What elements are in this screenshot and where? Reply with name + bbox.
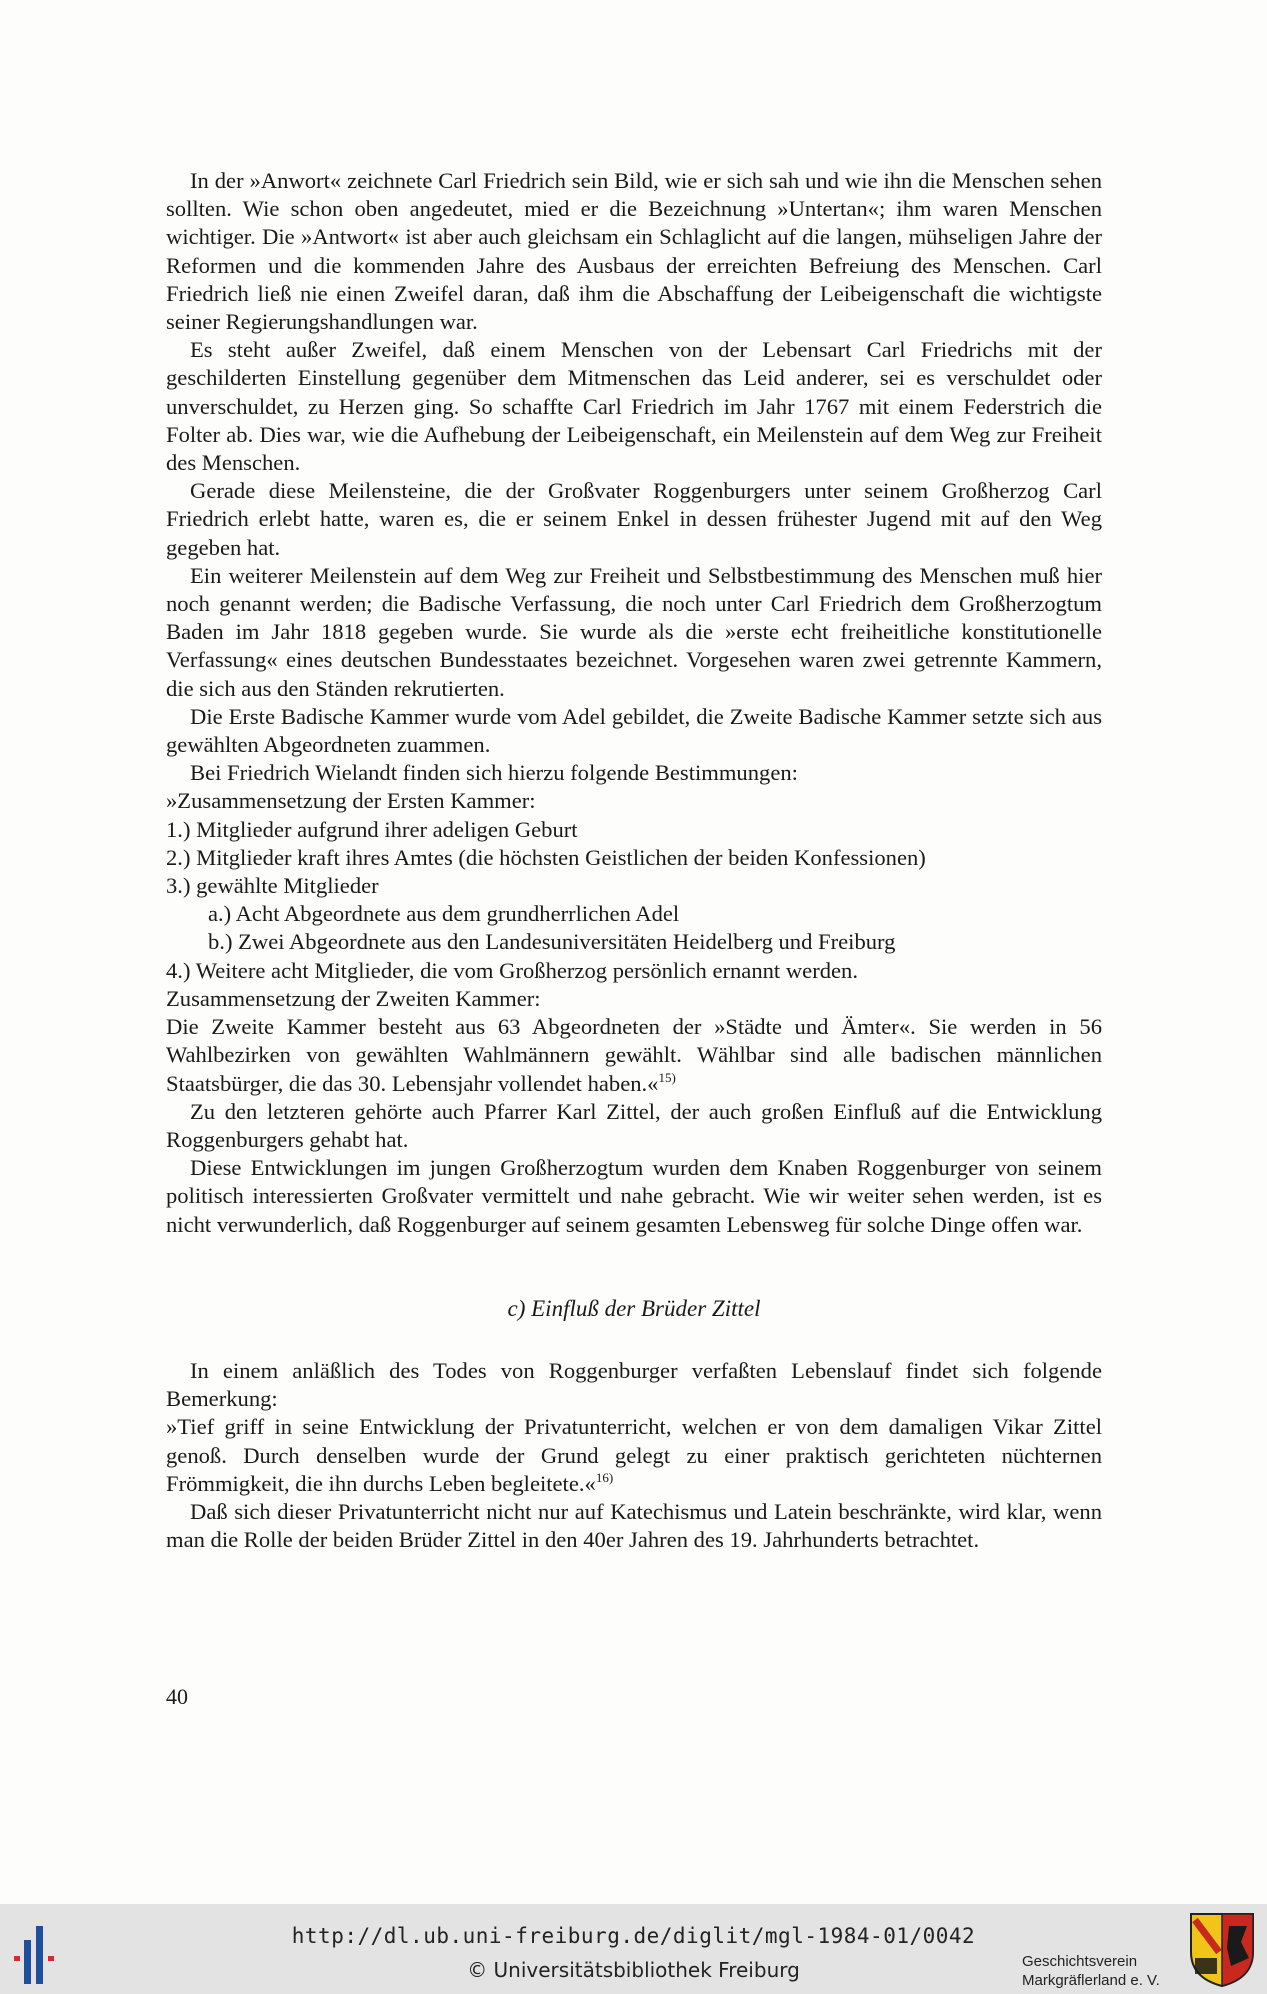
list-title: »Zusammensetzung der Ersten Kammer:	[166, 788, 536, 814]
paragraph: Daß sich dieser Privatunterricht nicht nur auf Katechismus und Latein beschränkte, wird klar, wenn man die Rolle der beiden Brüder Zittel in den 40er Jahren des 19. Jahrhunderts betrachtet.	[166, 1498, 1102, 1553]
list-item: 2.) Mitglieder kraft ihres Amtes (die höchsten Geistlichen der beiden Konfessionen)	[166, 844, 926, 870]
paragraph: Es steht außer Zweifel, daß einem Menschen von der Lebensart Carl Friedrichs mit der geschilderten Einstellung gegenüber dem Mitmenschen das Leid anderer, sei es verschuldet oder unverschuldet, zu Herzen ging. So schaffte Carl Friedrich im Jahr 1767 mit einem Federstrich die Folter ab. Dies war, wie die Aufhebung der Leibeigenschaft, ein Meilenstein auf dem Weg zur Freiheit des Menschen.	[166, 337, 1102, 476]
paragraph: Zu den letzteren gehörte auch Pfarrer Karl Zittel, der auch großen Einfluß auf die Entwicklung Roggenburgers gehabt hat.	[166, 1098, 1102, 1152]
coat-of-arms-icon	[1189, 1912, 1255, 1988]
paragraph: Ein weiterer Meilenstein auf dem Weg zur Freiheit und Selbstbestimmung des Menschen muß hier noch genannt werden; die Badische Verfassung, die noch unter Carl Friedrich dem Großherzogtum Baden im Jahr 1818 gegeben wurde. Sie wurde als die »erste echt freiheitliche konstitutionelle Verfassung« eines deutschen Bundesstaates bezeichnet. Vorgesehen waren zwei getrennte Kammern, die sich aus den Ständen rekrutierten.	[166, 562, 1102, 701]
footnote-ref: 15)	[658, 1069, 676, 1085]
list-item: 1.) Mitglieder aufgrund ihrer adeligen Geburt	[166, 816, 578, 842]
list-item: 4.) Weitere acht Mitglieder, die vom Großherzog persönlich ernannt werden.	[166, 957, 858, 983]
list-title: Zusammensetzung der Zweiten Kammer:	[166, 985, 541, 1011]
footnote-ref: 16)	[595, 1469, 614, 1485]
paragraph: In einem anläßlich des Todes von Roggenburger verfaßten Lebenslauf findet sich folgende Bemerkung:	[166, 1357, 1102, 1412]
paragraph: Die Erste Badische Kammer wurde vom Adel gebildet, die Zweite Badische Kammer setzte sich aus gewählten Abgeordneten zuammen.	[166, 703, 1102, 758]
section-heading: c) Einfluß der Brüder Zittel	[507, 1295, 761, 1321]
list-subitem: b.) Zwei Abgeordnete aus den Landesuniversitäten Heidelberg und Freiburg	[208, 929, 896, 955]
body-text	[166, 167, 1102, 1554]
paragraph: Gerade diese Meilensteine, die der Großvater Roggenburgers unter seinem Großherzog Carl Friedrich erlebt hatte, waren es, die er seinem Enkel in dessen frühester Jugend mit auf den Weg gegeben hat.	[166, 478, 1102, 560]
quote-paragraph	[166, 1413, 1102, 1498]
paragraph-text: Die Zweite Kammer besteht aus 63 Abgeordneten der »Städte und Ämter«. Sie werden in 56 Wahlbezirken von gewählten Wahlmännern gewählt. Wählbar sind alle badischen männlichen Staatsbürger, die das 30. Lebensjahr vollendet haben.«	[166, 1014, 1102, 1096]
paragraph: In der »Anwort« zeichnete Carl Friedrich sein Bild, wie er sich sah und wie ihn die Menschen sehen sollten. Wie schon oben angedeutet, mied er die Bezeichnung »Untertan«; ihm waren Menschen wichtiger. Die »Antwort« ist aber auch gleichsam ein Schlaglicht auf die langen, mühseligen Jahre der Reformen und die kommenden Jahre des Ausbaus der erreichten Befreiung des Menschen. Carl Friedrich ließ nie einen Zweifel daran, daß ihm die Abschaffung der Leibeigenschaft die wichtigste seiner Regierungshandlungen war.	[166, 168, 1102, 335]
society-name-line: Markgräflerland e. V.	[1022, 1972, 1160, 1989]
paragraph: Diese Entwicklungen im jungen Großherzogtum wurden dem Knaben Roggenburger von seinem politisch interessierten Großvater vermittelt und nahe gebracht. Wie wir weiter sehen werden, ist es nicht verwunderlich, daß Roggenburger auf seinem gesamten Lebensweg für solche Dinge offen war.	[166, 1155, 1102, 1237]
footer-bar	[0, 1904, 1267, 1994]
paragraph: Bei Friedrich Wielandt finden sich hierzu folgende Bestimmungen:	[190, 760, 798, 786]
page-number: 40	[166, 1684, 188, 1709]
source-url-link[interactable]: http://dl.ub.uni-freiburg.de/diglit/mgl-1984-01/0042	[291, 1924, 976, 1948]
society-name	[1022, 1952, 1160, 1990]
paragraph	[166, 1013, 1102, 1098]
paragraph-text: »Tief griff in seine Entwicklung der Privatunterricht, welchen er von dem damaligen Vikar Zittel genoß. Durch denselben wurde der Grund gelegt zu einer praktisch gerichteten nüchternen Frömmigkeit, die ihn durchs Leben begleitete.«	[166, 1414, 1102, 1496]
list-subitem: a.) Acht Abgeordnete aus dem grundherrlichen Adel	[208, 901, 680, 927]
list-item: 3.) gewählte Mitglieder	[166, 873, 379, 899]
copyright-text: © Universitätsbibliothek Freiburg	[467, 1958, 800, 1982]
society-name-line: Geschichtsverein	[1022, 1953, 1138, 1970]
